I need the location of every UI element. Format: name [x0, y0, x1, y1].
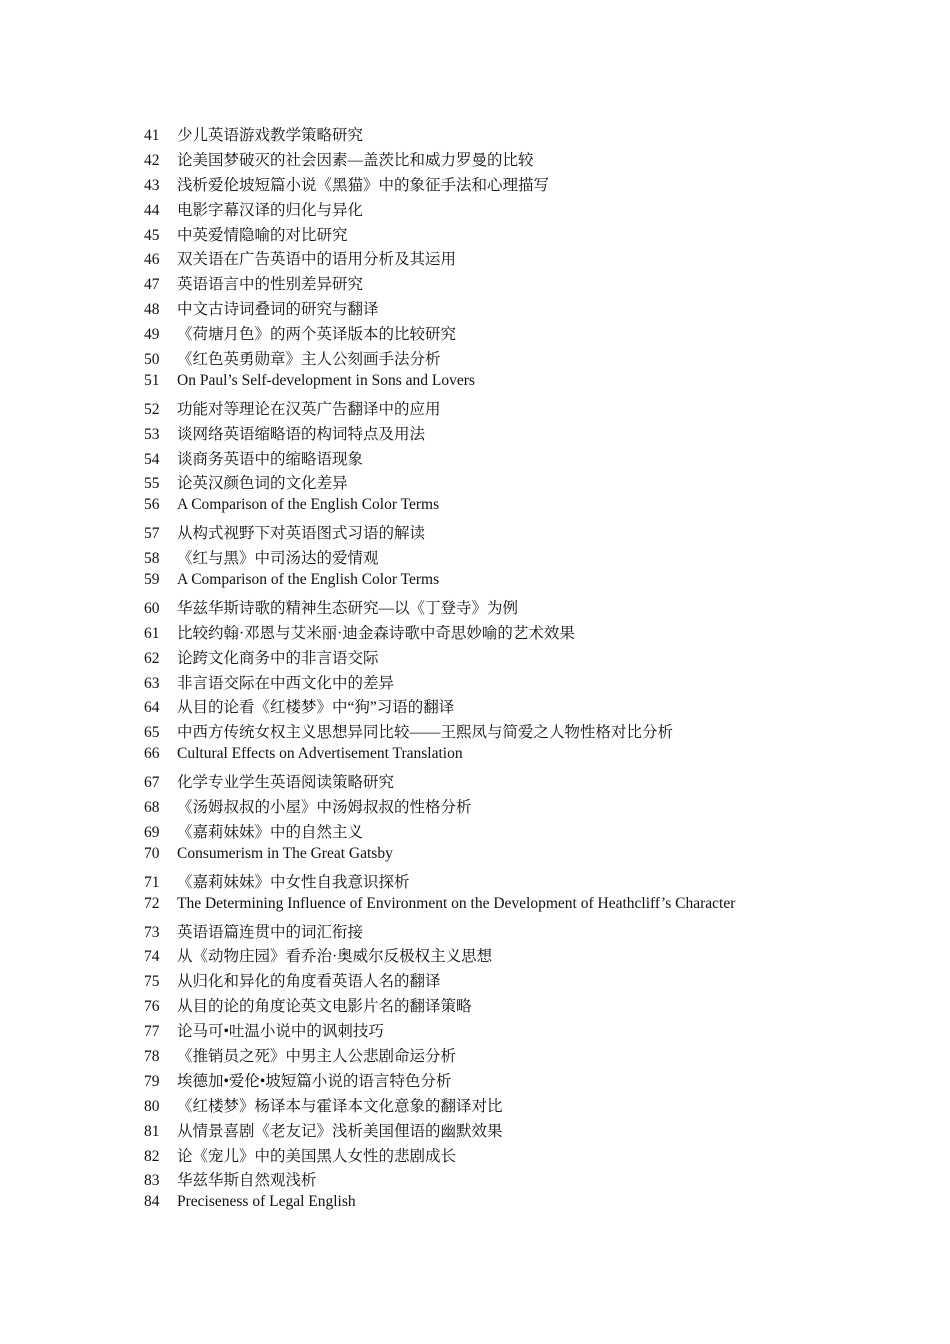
item-title: 论英汉颜色词的文化差异: [177, 475, 348, 493]
list-item: [144, 720, 735, 745]
item-number: 41: [144, 127, 160, 144]
list-item: [144, 845, 735, 870]
item-number: 66: [144, 745, 160, 763]
item-title: 论跨文化商务中的非言语交际: [177, 649, 379, 667]
item-title: 《嘉莉妹妹》中女性自我意识探析: [177, 873, 410, 891]
item-number: 74: [144, 948, 160, 966]
item-number: 54: [144, 450, 160, 468]
list-item: [144, 969, 735, 994]
item-title: 华兹华斯诗歌的精神生态研究—以《丁登寺》为例: [177, 599, 519, 617]
list-item: [144, 1094, 735, 1119]
item-title: 论马可•吐温小说中的讽刺技巧: [177, 1023, 384, 1041]
list-item: [144, 944, 735, 969]
item-number: 79: [144, 1072, 160, 1090]
list-item: [144, 695, 735, 720]
list-item: [144, 1193, 735, 1218]
item-title: 化学专业学生英语阅读策略研究: [177, 774, 395, 792]
item-title: 《汤姆叔叔的小屋》中汤姆叔叔的性格分析: [177, 799, 472, 817]
list-item: [144, 770, 735, 795]
item-title: 从构式视野下对英语图式习语的解读: [177, 525, 426, 543]
list-item: [144, 1144, 735, 1169]
item-number: 72: [144, 894, 160, 912]
list-item: [144, 671, 735, 696]
list-item: [144, 646, 735, 671]
list-item: [144, 123, 735, 148]
list-item: [144, 870, 735, 895]
list-item: [144, 1168, 735, 1193]
item-title: 从归化和异化的角度看英语人名的翻译: [177, 973, 441, 991]
item-title: 《红与黑》中司汤达的爱情观: [177, 550, 379, 568]
item-number: 80: [144, 1097, 160, 1115]
item-number: 61: [144, 624, 160, 642]
item-number: 65: [144, 724, 160, 742]
item-title: 少儿英语游戏教学策略研究: [177, 127, 364, 144]
item-number: 84: [144, 1193, 160, 1211]
item-number: 50: [144, 351, 160, 369]
list-item: [144, 223, 735, 248]
list-item: [144, 621, 735, 646]
item-title: Consumerism in The Great Gatsby: [177, 844, 393, 862]
list-item: [144, 496, 735, 521]
item-title: 论美国梦破灭的社会因素—盖茨比和威力罗曼的比较: [177, 151, 534, 169]
item-title: 中英爱情隐喻的对比研究: [177, 226, 348, 244]
item-title: 英语语言中的性别差异研究: [177, 276, 364, 294]
list-item: [144, 820, 735, 845]
list-item: [144, 397, 735, 422]
list-item: [144, 272, 735, 297]
item-title: 功能对等理论在汉英广告翻译中的应用: [177, 400, 441, 418]
item-number: 76: [144, 998, 160, 1016]
list-item: [144, 1069, 735, 1094]
item-number: 58: [144, 550, 160, 568]
item-title: 从目的论的角度论英文电影片名的翻译策略: [177, 998, 472, 1016]
item-number: 42: [144, 151, 160, 169]
item-title: A Comparison of the English Color Terms: [177, 496, 440, 514]
item-title: 《荷塘月色》的两个英译版本的比较研究: [177, 326, 457, 344]
item-number: 63: [144, 674, 160, 692]
list-item: [144, 745, 735, 770]
item-number: 49: [144, 326, 160, 344]
item-number: 55: [144, 475, 160, 493]
item-title: 《推销员之死》中男主人公悲剧命运分析: [177, 1047, 457, 1065]
list-item: [144, 994, 735, 1019]
item-number: 46: [144, 251, 160, 269]
item-title: On Paul’s Self-development in Sons and Lovers: [177, 371, 475, 389]
item-title: 谈商务英语中的缩略语现象: [177, 450, 364, 468]
item-title: 非言语交际在中西文化中的差异: [177, 674, 395, 692]
item-title: Preciseness of Legal English: [177, 1193, 356, 1211]
item-title: 华兹华斯自然观浅析: [177, 1172, 317, 1190]
list-item: [144, 173, 735, 198]
list-item: [144, 247, 735, 272]
list-item: [144, 596, 735, 621]
list-item: [144, 1044, 735, 1069]
list-item: [144, 1119, 735, 1144]
item-number: 48: [144, 301, 160, 319]
item-number: 77: [144, 1023, 160, 1041]
item-number: 75: [144, 973, 160, 991]
list-item: [144, 521, 735, 546]
item-number: 68: [144, 799, 160, 817]
item-number: 60: [144, 599, 160, 617]
item-title: 浅析爱伦坡短篇小说《黑猫》中的象征手法和心理描写: [177, 176, 550, 194]
item-number: 67: [144, 774, 160, 792]
item-title: 《红色英勇勋章》主人公刻画手法分析: [177, 351, 441, 369]
item-number: 82: [144, 1147, 160, 1165]
list-item: [144, 447, 735, 472]
item-number: 53: [144, 425, 160, 443]
item-number: 59: [144, 571, 160, 589]
item-number: 62: [144, 649, 160, 667]
item-number: 44: [144, 201, 160, 219]
item-number: 69: [144, 823, 160, 841]
item-title: 从情景喜剧《老友记》浅析美国俚语的幽默效果: [177, 1122, 503, 1140]
item-title: 论《宠儿》中的美国黑人女性的悲剧成长: [177, 1147, 457, 1165]
list-item: [144, 571, 735, 596]
item-number: 78: [144, 1047, 160, 1065]
item-number: 64: [144, 699, 160, 717]
item-number: 57: [144, 525, 160, 543]
item-title: 中西方传统女权主义思想异同比较——王熙凤与简爱之人物性格对比分析: [177, 724, 674, 742]
list-item: [144, 471, 735, 496]
item-number: 70: [144, 844, 160, 862]
item-title: 《红楼梦》杨译本与霍译本文化意象的翻译对比: [177, 1097, 503, 1115]
item-number: 83: [144, 1172, 160, 1190]
item-number: 45: [144, 226, 160, 244]
item-title: 双关语在广告英语中的语用分析及其运用: [177, 251, 457, 269]
item-title: 从目的论看《红楼梦》中“狗”习语的翻译: [177, 699, 455, 717]
list-item: [144, 422, 735, 447]
list-item: [144, 297, 735, 322]
item-number: 51: [144, 371, 160, 389]
item-title: 埃德加•爱伦•坡短篇小说的语言特色分析: [177, 1072, 452, 1090]
item-number: 73: [144, 923, 160, 941]
item-title: 谈网络英语缩略语的构词特点及用法: [177, 425, 426, 443]
list-item: [144, 148, 735, 173]
list-item: [144, 198, 735, 223]
item-title: Cultural Effects on Advertisement Translation: [177, 745, 463, 763]
list-item: [144, 546, 735, 571]
thesis-title-list: [144, 123, 735, 1218]
item-title: The Determining Influence of Environment on the Development of Heathcliff’s Character: [177, 894, 736, 912]
list-item: [144, 895, 735, 920]
list-item: [144, 322, 735, 347]
item-number: 81: [144, 1122, 160, 1140]
list-item: [144, 347, 735, 372]
item-number: 47: [144, 276, 160, 294]
item-title: 中文古诗词叠词的研究与翻译: [177, 301, 379, 319]
list-item: [144, 1019, 735, 1044]
item-title: A Comparison of the English Color Terms: [177, 571, 440, 589]
item-number: 71: [144, 873, 160, 891]
item-title: 英语语篇连贯中的词汇衔接: [177, 923, 364, 941]
item-title: 比较约翰·邓恩与艾米丽·迪金森诗歌中奇思妙喻的艺术效果: [177, 624, 575, 642]
list-item: [144, 920, 735, 945]
item-number: 52: [144, 400, 160, 418]
item-title: 《嘉莉妹妹》中的自然主义: [177, 823, 364, 841]
item-number: 43: [144, 176, 160, 194]
item-title: 从《动物庄园》看乔治·奥威尔反极权主义思想: [177, 948, 493, 966]
item-title: 电影字幕汉译的归化与异化: [177, 201, 364, 219]
list-item: [144, 372, 735, 397]
list-item: [144, 795, 735, 820]
item-number: 56: [144, 496, 160, 514]
